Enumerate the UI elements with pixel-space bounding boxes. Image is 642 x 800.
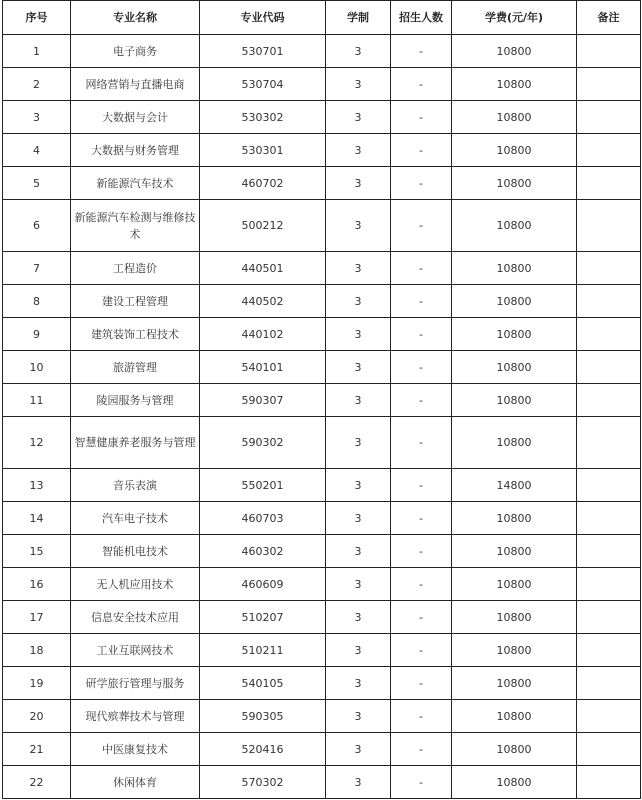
- cell-quota: -: [391, 700, 452, 733]
- cell-quota: -: [391, 733, 452, 766]
- cell-quota: -: [391, 68, 452, 101]
- cell-name: 建筑装饰工程技术: [71, 318, 200, 351]
- cell-years: 3: [326, 667, 391, 700]
- cell-no: 5: [3, 167, 71, 200]
- cell-fee: 10800: [452, 601, 577, 634]
- header-no: 序号: [3, 1, 71, 35]
- cell-name: 智慧健康养老服务与管理: [71, 417, 200, 469]
- cell-code: 590302: [200, 417, 326, 469]
- cell-years: 3: [326, 134, 391, 167]
- cell-no: 13: [3, 469, 71, 502]
- table-row: [3, 318, 641, 351]
- cell-years: 3: [326, 318, 391, 351]
- cell-fee: 10800: [452, 68, 577, 101]
- cell-years: 3: [326, 634, 391, 667]
- cell-name: 网络营销与直播电商: [71, 68, 200, 101]
- cell-quota: -: [391, 351, 452, 384]
- table-row: [3, 601, 641, 634]
- cell-code: 500212: [200, 200, 326, 252]
- cell-name: 陵园服务与管理: [71, 384, 200, 417]
- cell-no: 14: [3, 502, 71, 535]
- cell-fee: 10800: [452, 200, 577, 252]
- cell-no: 12: [3, 417, 71, 469]
- cell-years: 3: [326, 285, 391, 318]
- cell-note: [577, 535, 641, 568]
- cell-code: 540101: [200, 351, 326, 384]
- cell-note: [577, 351, 641, 384]
- cell-years: 3: [326, 384, 391, 417]
- cell-quota: -: [391, 384, 452, 417]
- cell-no: 10: [3, 351, 71, 384]
- table-row: [3, 384, 641, 417]
- header-row: [3, 1, 641, 35]
- table-row: [3, 700, 641, 733]
- cell-name: 休闲体育: [71, 766, 200, 799]
- cell-note: [577, 101, 641, 134]
- cell-note: [577, 667, 641, 700]
- cell-fee: 10800: [452, 417, 577, 469]
- cell-code: 460703: [200, 502, 326, 535]
- cell-fee: 10800: [452, 384, 577, 417]
- cell-fee: 10800: [452, 700, 577, 733]
- cell-fee: 10800: [452, 667, 577, 700]
- cell-years: 3: [326, 601, 391, 634]
- header-fee: 学费(元/年): [452, 1, 577, 35]
- cell-fee: 10800: [452, 502, 577, 535]
- table-row: [3, 634, 641, 667]
- table-row: [3, 733, 641, 766]
- cell-no: 9: [3, 318, 71, 351]
- cell-fee: 10800: [452, 535, 577, 568]
- cell-name: 建设工程管理: [71, 285, 200, 318]
- cell-code: 530704: [200, 68, 326, 101]
- cell-quota: -: [391, 200, 452, 252]
- cell-years: 3: [326, 535, 391, 568]
- cell-note: [577, 634, 641, 667]
- cell-quota: -: [391, 535, 452, 568]
- cell-code: 460609: [200, 568, 326, 601]
- cell-code: 440502: [200, 285, 326, 318]
- cell-fee: 10800: [452, 766, 577, 799]
- table-row: [3, 101, 641, 134]
- cell-name: 信息安全技术应用: [71, 601, 200, 634]
- cell-fee: 10800: [452, 568, 577, 601]
- cell-name: 工程造价: [71, 252, 200, 285]
- cell-years: 3: [326, 35, 391, 68]
- cell-code: 460702: [200, 167, 326, 200]
- table-row: [3, 167, 641, 200]
- cell-code: 440102: [200, 318, 326, 351]
- cell-quota: -: [391, 252, 452, 285]
- cell-fee: 10800: [452, 35, 577, 68]
- cell-no: 1: [3, 35, 71, 68]
- cell-name: 汽车电子技术: [71, 502, 200, 535]
- cell-note: [577, 252, 641, 285]
- cell-fee: 10800: [452, 351, 577, 384]
- cell-no: 2: [3, 68, 71, 101]
- cell-fee: 10800: [452, 733, 577, 766]
- table-row: [3, 766, 641, 799]
- cell-name: 中医康复技术: [71, 733, 200, 766]
- cell-quota: -: [391, 601, 452, 634]
- header-name: 专业名称: [71, 1, 200, 35]
- cell-quota: -: [391, 469, 452, 502]
- cell-no: 16: [3, 568, 71, 601]
- cell-quota: -: [391, 568, 452, 601]
- cell-note: [577, 35, 641, 68]
- table-row: [3, 568, 641, 601]
- cell-quota: -: [391, 667, 452, 700]
- cell-code: 530701: [200, 35, 326, 68]
- cell-years: 3: [326, 417, 391, 469]
- table-row: [3, 35, 641, 68]
- cell-note: [577, 68, 641, 101]
- cell-note: [577, 200, 641, 252]
- cell-note: [577, 733, 641, 766]
- table-row: [3, 134, 641, 167]
- cell-fee: 14800: [452, 469, 577, 502]
- cell-code: 540105: [200, 667, 326, 700]
- cell-code: 460302: [200, 535, 326, 568]
- cell-note: [577, 417, 641, 469]
- cell-years: 3: [326, 101, 391, 134]
- cell-fee: 10800: [452, 101, 577, 134]
- cell-code: 530301: [200, 134, 326, 167]
- cell-name: 大数据与财务管理: [71, 134, 200, 167]
- header-note: 备注: [577, 1, 641, 35]
- cell-quota: -: [391, 134, 452, 167]
- cell-quota: -: [391, 35, 452, 68]
- cell-name: 工业互联网技术: [71, 634, 200, 667]
- cell-no: 15: [3, 535, 71, 568]
- cell-fee: 10800: [452, 318, 577, 351]
- cell-quota: -: [391, 318, 452, 351]
- cell-years: 3: [326, 700, 391, 733]
- cell-quota: -: [391, 167, 452, 200]
- cell-no: 18: [3, 634, 71, 667]
- cell-years: 3: [326, 200, 391, 252]
- table-row: [3, 252, 641, 285]
- table-row: [3, 667, 641, 700]
- cell-no: 19: [3, 667, 71, 700]
- cell-quota: -: [391, 766, 452, 799]
- cell-years: 3: [326, 766, 391, 799]
- table-row: [3, 417, 641, 469]
- cell-note: [577, 766, 641, 799]
- cell-note: [577, 469, 641, 502]
- cell-no: 8: [3, 285, 71, 318]
- table-row: [3, 200, 641, 252]
- cell-code: 590305: [200, 700, 326, 733]
- cell-note: [577, 167, 641, 200]
- cell-no: 17: [3, 601, 71, 634]
- table-row: [3, 68, 641, 101]
- cell-fee: 10800: [452, 134, 577, 167]
- majors-table: [2, 0, 641, 799]
- cell-name: 无人机应用技术: [71, 568, 200, 601]
- cell-code: 520416: [200, 733, 326, 766]
- cell-no: 7: [3, 252, 71, 285]
- cell-fee: 10800: [452, 285, 577, 318]
- cell-name: 现代殡葬技术与管理: [71, 700, 200, 733]
- cell-name: 电子商务: [71, 35, 200, 68]
- header-quota: 招生人数: [391, 1, 452, 35]
- cell-note: [577, 318, 641, 351]
- cell-no: 3: [3, 101, 71, 134]
- cell-no: 4: [3, 134, 71, 167]
- cell-code: 510211: [200, 634, 326, 667]
- cell-name: 新能源汽车技术: [71, 167, 200, 200]
- cell-name: 新能源汽车检测与维修技术: [71, 200, 200, 252]
- cell-no: 21: [3, 733, 71, 766]
- cell-years: 3: [326, 68, 391, 101]
- cell-code: 550201: [200, 469, 326, 502]
- cell-note: [577, 502, 641, 535]
- cell-fee: 10800: [452, 634, 577, 667]
- cell-code: 570302: [200, 766, 326, 799]
- cell-name: 大数据与会计: [71, 101, 200, 134]
- cell-quota: -: [391, 101, 452, 134]
- cell-note: [577, 568, 641, 601]
- table-row: [3, 285, 641, 318]
- cell-quota: -: [391, 285, 452, 318]
- cell-code: 510207: [200, 601, 326, 634]
- cell-note: [577, 384, 641, 417]
- cell-name: 研学旅行管理与服务: [71, 667, 200, 700]
- cell-name: 旅游管理: [71, 351, 200, 384]
- cell-no: 11: [3, 384, 71, 417]
- cell-quota: -: [391, 634, 452, 667]
- cell-no: 22: [3, 766, 71, 799]
- cell-note: [577, 700, 641, 733]
- header-code: 专业代码: [200, 1, 326, 35]
- table-row: [3, 469, 641, 502]
- table-row: [3, 502, 641, 535]
- cell-quota: -: [391, 417, 452, 469]
- cell-fee: 10800: [452, 167, 577, 200]
- cell-note: [577, 134, 641, 167]
- cell-note: [577, 601, 641, 634]
- cell-code: 530302: [200, 101, 326, 134]
- cell-note: [577, 285, 641, 318]
- cell-name: 智能机电技术: [71, 535, 200, 568]
- table-row: [3, 351, 641, 384]
- cell-years: 3: [326, 351, 391, 384]
- cell-years: 3: [326, 502, 391, 535]
- cell-years: 3: [326, 568, 391, 601]
- header-years: 学制: [326, 1, 391, 35]
- cell-code: 590307: [200, 384, 326, 417]
- cell-name: 音乐表演: [71, 469, 200, 502]
- cell-years: 3: [326, 469, 391, 502]
- cell-no: 6: [3, 200, 71, 252]
- cell-years: 3: [326, 252, 391, 285]
- cell-years: 3: [326, 167, 391, 200]
- cell-years: 3: [326, 733, 391, 766]
- table-row: [3, 535, 641, 568]
- cell-quota: -: [391, 502, 452, 535]
- cell-fee: 10800: [452, 252, 577, 285]
- cell-no: 20: [3, 700, 71, 733]
- cell-code: 440501: [200, 252, 326, 285]
